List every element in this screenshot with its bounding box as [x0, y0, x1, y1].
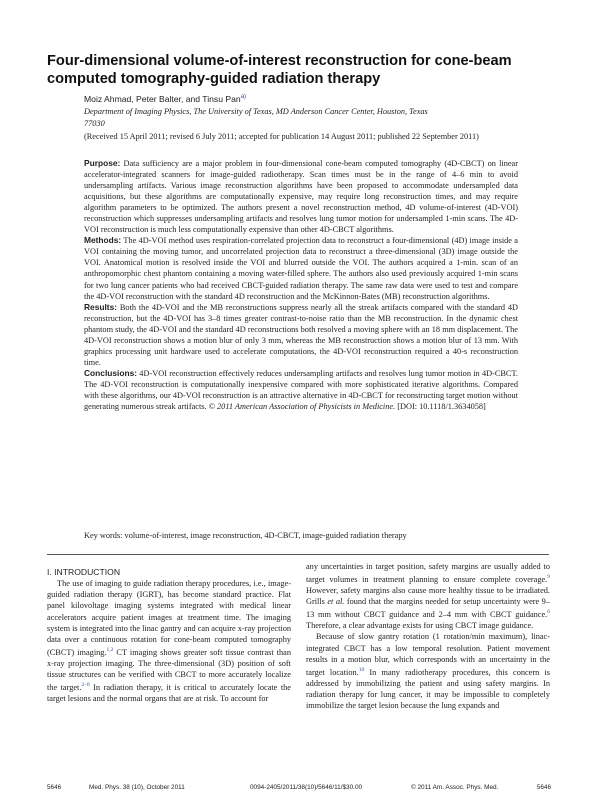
purpose-label: Purpose:: [84, 158, 121, 168]
footer-copyright: © 2011 Am. Assoc. Phys. Med.: [411, 784, 499, 791]
citation-link[interactable]: 10: [358, 666, 365, 673]
citation-link[interactable]: 6: [547, 609, 550, 616]
intro-text: In radiation therapy, it is critical to accurately locate the target lesions and the normal organs that are at risk. To account for: [47, 683, 291, 704]
intro-text: CT imaging shows greater soft tissue contrast than x-ray projection imaging. The three-dimensional (3D) position of soft tissue structures can be verified with CBCT to more accurately localize the target.: [47, 647, 291, 693]
page-number-right: 5646: [536, 784, 551, 791]
intro-paragraph-1-cont: [306, 561, 550, 631]
affiliation: Department of Imaging Physics, The University of Texas, MD Anderson Cancer Center, Houston, Texas 77030: [84, 107, 428, 128]
article-code: 0094-2405/2011/38(10)/5646/11/$30.00: [250, 784, 363, 791]
section-divider: [47, 554, 549, 555]
purpose-text: Data sufficiency are a major problem in four-dimensional cone-beam computed tomography (4D-CBCT) on linear accelerator-integrated scanners for image-guided radiotherapy. Scan times must be in the range of 4–6 min to avoid undersampling artifacts. Various image reconstruction algorithms have been proposed to accommodate undersampled data acquisitions, but these algorithms are computationally expensive, may require long reconstruction times, and may require algorithm parameters to be optimized. The authors present a novel reconstruction method, 4D volume-of-interest (4D-VOI) reconstruction which suppresses undersampling artifacts and resolves lung tumor motion for undersampled 1-min scans. The 4D-VOI reconstruction is much less computationally expensive than other 4D-CBCT algorithms.: [84, 159, 518, 235]
abstract-purpose: [84, 158, 518, 235]
page-footer: [47, 784, 551, 794]
abstract-results: [84, 302, 518, 368]
intro-text: Therefore, a clear advantage exists for using CBCT image guidance.: [306, 621, 534, 631]
received-dates: (Received 15 April 2011; revised 6 July 2011; accepted for publication 14 August 2011; published 22 September 2011): [84, 132, 479, 141]
citation-link[interactable]: 9: [547, 574, 550, 581]
abstract-conclusions: [84, 368, 518, 412]
author-footnote-link[interactable]: a): [240, 94, 247, 101]
intro-text: any uncertainties in target position, safety margins are usually added to target volumes in treatment planning to ensure complete coverage.: [306, 562, 550, 584]
intro-text: found that the margins needed for setup uncertainty were 9–13 mm without CBCT guidance and 2–4 mm with CBCT guidance.: [306, 597, 550, 620]
intro-text: The use of imaging to guide radiation therapy procedures, i.e., image-guided radiation therapy (IGRT), has become standard practice. Flat panel kilovoltage imaging systems integrated with medical linear accelerators acquire patient images at treatment time. The imaging system is integrated into the linac gantry and can acquire x-ray projection data over a continuous rotation for cone-beam computed tomography (CBCT) imaging.: [47, 579, 291, 657]
et-al: et al.: [327, 597, 345, 607]
results-label: Results:: [84, 301, 118, 312]
intro-text: In many radiotherapy procedures, this concern is addressed by immobilizing the patient and using safety margins. In radiation therapy for lung cancer, it may be impossible to completely immobilize the target lesion because the lung expands and: [306, 667, 550, 711]
intro-paragraph-2: [306, 631, 550, 711]
doi-link[interactable]: [DOI: 10.1118/1.3634058]: [395, 402, 486, 412]
citation-link[interactable]: 2–8: [81, 682, 90, 689]
page-number-left: 5646: [47, 784, 62, 791]
keywords: Key words: volume-of-interest, image reconstruction, 4D-CBCT, image-guided radiation therapy: [84, 531, 407, 540]
author-list: [84, 94, 246, 104]
citation-link[interactable]: 1,2: [106, 647, 114, 654]
author-names: Moiz Ahmad, Peter Balter, and Tinsu Pan: [84, 94, 241, 104]
journal-citation: Med. Phys. 38 (10), October 2011: [89, 784, 185, 791]
results-text: Both the 4D-VOI and the MB reconstructions suppress nearly all the streak artifacts compared with the standard 4D reconstruction, but the 4D-VOI has 3–8 times greater contrast-to-noise ratio than the MB reconstruction. In the dynamic chest phantom study, the 4D-VOI and the standard 4D reconstructions both resolved a moving sphere with an 18 mm displacement. The 4D-VOI reconstruction shows a motion blur of only 3 mm, whereas the MB reconstruction shows a motion blur of 13 mm. With graphics processing unit hardware used to accelerate computations, the 4D-VOI reconstruction required a 40-s reconstruction time.: [84, 302, 518, 367]
intro-text: Because of slow gantry rotation (1 rotation/min maximum), linac-integrated CBCT has a low temporal resolution. Patient movement results in a motion blur, which corresponds with an uncertainty in the target location.: [306, 632, 550, 677]
conclusions-label: Conclusions:: [84, 367, 138, 378]
methods-label: Methods:: [84, 235, 122, 246]
section-heading: I. INTRODUCTION: [47, 567, 121, 577]
abstract-copyright: © 2011 American Association of Physicists in Medicine.: [208, 402, 396, 412]
left-column: [47, 567, 291, 704]
article-title: Four-dimensional volume-of-interest reconstruction for cone-beam computed tomography-guided radiation therapy: [47, 53, 512, 87]
abstract: [84, 158, 518, 412]
right-column: [306, 561, 550, 711]
abstract-methods: [84, 235, 518, 301]
conclusions-text: 4D-VOI reconstruction effectively reduces undersampling artifacts and resolves lung tumor motion in 4D-CBCT. The 4D-VOI reconstruction is computationally inexpensive compared with more sophisticated iterative algorithms. Compared with these algorithms, our 4D-VOI reconstruction is an attractive alternative in 4D-CBCT for reconstructing target motion without generating numerous streak artifacts.: [84, 368, 518, 412]
intro-text: However, safety margins also cause more healthy tissue to be irradiated. Grills: [306, 586, 550, 607]
methods-text: The 4D-VOI method uses respiration-correlated projection data to reconstruct a four-dimensional (4D) image inside a VOI containing the moving tumor, and uncorrelated projection data to reconstruct a three-dimensional (3D) image outside the VOI. Anatomical motion is resolved inside the VOI and blurred outside the VOI. The authors acquired a 1-min. scan of an anthropomorphic chest phantom containing a moving water-filled sphere. The authors also used previously acquired 1-min scans for two lung cancer patients who had received CBCT-guided radiation therapy. The same raw data were used to test and compare the 4D-VOI reconstruction with the standard 4D reconstruction and the McKinnon-Bates (MB) reconstruction algorithms.: [84, 236, 518, 301]
intro-paragraph-1: [47, 578, 291, 704]
